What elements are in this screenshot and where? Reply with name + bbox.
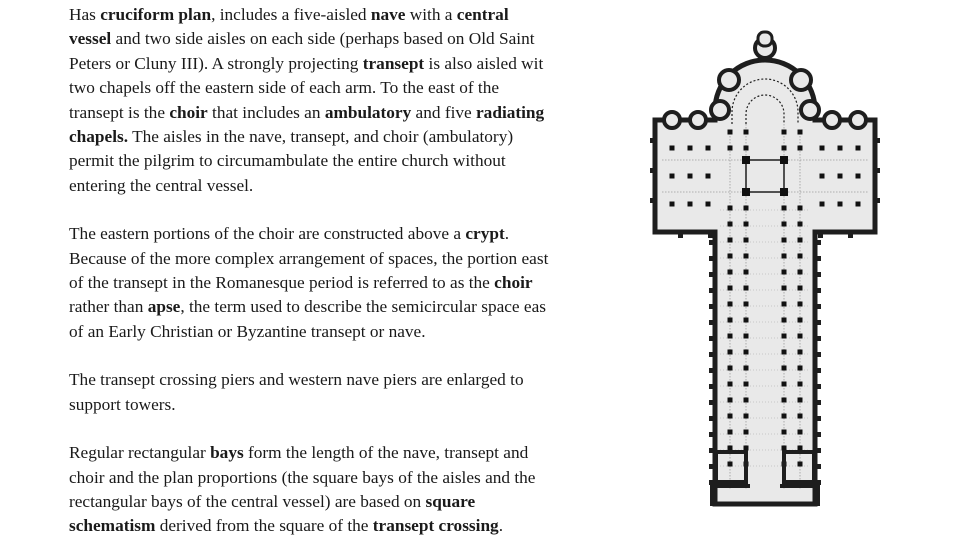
buttress <box>815 304 821 309</box>
transept-chapel <box>690 112 706 128</box>
text-run: and five <box>411 102 477 122</box>
bold-term: central <box>456 5 509 24</box>
text-run: Because of the more complex arrangement of spaces, the portion east <box>69 248 549 268</box>
buttress <box>709 400 715 405</box>
text-run: The aisles in the nave, transept, and choir (ambulatory) <box>128 127 514 147</box>
buttress <box>650 168 655 173</box>
pier <box>728 238 733 243</box>
bold-term: vessel <box>69 29 112 49</box>
bold-term: radiating <box>476 102 545 122</box>
bold-term: transept crossing <box>372 516 499 536</box>
buttress <box>815 240 821 245</box>
pier <box>728 146 733 151</box>
bold-term: cruciform plan <box>100 5 212 24</box>
text-run: entering the central vessel. <box>69 175 254 195</box>
text-run: Has <box>69 5 101 24</box>
pier <box>798 334 803 339</box>
buttress <box>709 304 715 309</box>
text-run: with a <box>405 5 457 24</box>
pier <box>688 174 693 179</box>
pier <box>728 462 733 467</box>
text-line <box>69 76 614 100</box>
crossing-pier <box>742 188 750 196</box>
buttress <box>815 384 821 389</box>
pier <box>798 286 803 291</box>
paragraph-1 <box>69 3 614 198</box>
paragraph-gap <box>69 198 614 222</box>
pier <box>744 254 749 259</box>
pier <box>670 202 675 207</box>
buttress <box>815 416 821 421</box>
text-line <box>69 101 614 125</box>
text-line <box>69 490 614 514</box>
pier <box>744 130 749 135</box>
bold-term: bays <box>210 443 244 463</box>
pier <box>744 286 749 291</box>
text-line <box>69 441 614 465</box>
text-run: support towers. <box>69 394 176 414</box>
buttress <box>815 272 821 277</box>
buttress <box>875 138 880 143</box>
text-line <box>69 52 614 76</box>
text-run: , includes a five-aisled <box>211 5 371 24</box>
pier <box>798 462 803 467</box>
pier <box>706 174 711 179</box>
radiating-chapel <box>711 101 729 119</box>
bold-term: choir <box>169 102 208 122</box>
pier <box>798 414 803 419</box>
pier <box>798 366 803 371</box>
pier <box>670 146 675 151</box>
text-run: . <box>498 516 504 536</box>
text-run: rather than <box>69 297 148 317</box>
buttress <box>709 352 715 357</box>
pier <box>744 350 749 355</box>
pier <box>744 318 749 323</box>
pier <box>728 414 733 419</box>
pier <box>744 222 749 227</box>
buttress <box>709 416 715 421</box>
pier <box>782 130 787 135</box>
pier <box>744 430 749 435</box>
text-run: of an Early Christian or Byzantine transept or nave. <box>69 321 426 341</box>
crossing-pier <box>742 156 750 164</box>
pier <box>782 398 787 403</box>
pier <box>838 174 843 179</box>
text-line <box>69 368 614 392</box>
radiating-chapel <box>719 70 739 90</box>
pier <box>728 366 733 371</box>
pier <box>798 430 803 435</box>
pier <box>798 398 803 403</box>
buttress <box>818 232 823 238</box>
pier <box>798 382 803 387</box>
pier <box>744 206 749 211</box>
pier <box>782 286 787 291</box>
text-run: rectangular bays of the central vessel) are based on <box>69 491 426 511</box>
text-line <box>69 466 614 490</box>
bold-term: schematism <box>69 516 156 536</box>
buttress <box>709 240 715 245</box>
pier <box>798 302 803 307</box>
pier <box>744 446 749 451</box>
text-line <box>69 393 614 417</box>
pier <box>744 382 749 387</box>
pier <box>798 206 803 211</box>
buttress <box>815 352 821 357</box>
pier <box>782 302 787 307</box>
pier <box>820 174 825 179</box>
floor-plan-image <box>650 20 880 535</box>
paragraph-gap <box>69 344 614 368</box>
text-run: permit the pilgrim to circumambulate the entire church without <box>69 151 506 171</box>
pier <box>688 146 693 151</box>
transept-chapel <box>824 112 840 128</box>
pier <box>728 398 733 403</box>
crossing-pier <box>780 156 788 164</box>
buttress <box>650 198 655 203</box>
buttress <box>875 168 880 173</box>
text-run: . <box>504 224 510 244</box>
bold-term: apse <box>147 297 181 317</box>
paragraph-gap <box>69 417 614 441</box>
pier <box>728 382 733 387</box>
buttress <box>650 138 655 143</box>
pier <box>798 270 803 275</box>
church-floor-plan <box>650 20 880 535</box>
pier <box>744 238 749 243</box>
buttress <box>709 368 715 373</box>
pier <box>728 270 733 275</box>
pier <box>798 350 803 355</box>
transept-chapel <box>664 112 680 128</box>
pier <box>782 206 787 211</box>
pier <box>744 334 749 339</box>
pier <box>798 146 803 151</box>
text-line <box>69 3 614 27</box>
radiating-chapel <box>801 101 819 119</box>
buttress <box>709 432 715 437</box>
pier <box>744 366 749 371</box>
pier <box>782 270 787 275</box>
pier <box>728 334 733 339</box>
buttress <box>875 198 880 203</box>
pier <box>838 146 843 151</box>
pier <box>856 146 861 151</box>
text-line <box>69 27 614 51</box>
bold-term: transept <box>362 53 425 73</box>
bold-term: chapels. <box>69 127 129 147</box>
pier <box>744 146 749 151</box>
pier <box>670 174 675 179</box>
text-run: two chapels off the eastern side of each arm. To the east of the <box>69 78 500 98</box>
text-line <box>69 247 614 271</box>
buttress <box>678 232 683 238</box>
text-run: transept is the <box>69 102 170 122</box>
pier <box>728 350 733 355</box>
plan-outline <box>655 60 875 504</box>
text-line <box>69 514 614 538</box>
pier <box>688 202 693 207</box>
text-line <box>69 174 614 198</box>
buttress <box>708 232 713 238</box>
pier <box>744 414 749 419</box>
pier <box>728 254 733 259</box>
text-run: Peters or Cluny III). A strongly projecting <box>69 53 363 73</box>
pier <box>856 202 861 207</box>
buttress <box>709 256 715 261</box>
pier <box>728 430 733 435</box>
buttress <box>709 272 715 277</box>
buttress <box>815 288 821 293</box>
pier <box>744 270 749 275</box>
pier <box>798 130 803 135</box>
buttress <box>815 432 821 437</box>
pier <box>706 202 711 207</box>
bold-term: crypt <box>465 224 505 244</box>
pier <box>838 202 843 207</box>
pier <box>744 398 749 403</box>
axial-chapel <box>758 32 772 46</box>
pier <box>728 222 733 227</box>
text-line <box>69 271 614 295</box>
text-run: that includes an <box>207 102 325 122</box>
text-line <box>69 222 614 246</box>
buttress <box>848 232 853 238</box>
pier <box>782 318 787 323</box>
bold-term: nave <box>370 5 406 24</box>
text-run: The transept crossing piers and western nave piers are enlarged to <box>69 370 524 390</box>
pier <box>782 254 787 259</box>
buttress <box>709 336 715 341</box>
text-run: of the transept in the Romanesque period is referred to as the <box>69 273 495 293</box>
bold-term: choir <box>494 273 533 293</box>
text-run: choir and the plan proportions (the square bays of the aisles and the <box>69 467 536 487</box>
pier <box>728 446 733 451</box>
buttress <box>815 368 821 373</box>
text-line <box>69 125 614 149</box>
pier <box>798 254 803 259</box>
buttress <box>709 384 715 389</box>
pier <box>782 366 787 371</box>
text-run: Regular rectangular <box>69 443 211 463</box>
text-run: derived from the square of the <box>155 516 373 536</box>
pier <box>744 302 749 307</box>
pier <box>782 238 787 243</box>
pier <box>782 414 787 419</box>
bold-term: square <box>425 491 476 511</box>
pier <box>782 430 787 435</box>
pier <box>798 446 803 451</box>
text-run: , the term used to describe the semicircular space eas <box>180 297 546 317</box>
buttress <box>815 336 821 341</box>
pier <box>782 334 787 339</box>
text-column <box>69 3 614 540</box>
bold-term: ambulatory <box>324 102 412 122</box>
crossing-pier <box>780 188 788 196</box>
text-run: and two side aisles on each side (perhaps based on Old Saint <box>111 29 535 49</box>
buttress <box>815 320 821 325</box>
paragraph-2 <box>69 222 614 344</box>
pier <box>782 446 787 451</box>
text-run: The eastern portions of the choir are constructed above a <box>69 224 466 244</box>
pier <box>706 146 711 151</box>
text-run: is also aisled wit <box>424 53 544 73</box>
text-line <box>69 295 614 319</box>
pier <box>798 318 803 323</box>
pier <box>782 350 787 355</box>
text-line <box>69 149 614 173</box>
pier <box>728 130 733 135</box>
pier <box>820 202 825 207</box>
pier <box>798 238 803 243</box>
pier <box>728 318 733 323</box>
pier <box>856 174 861 179</box>
transept-chapel <box>850 112 866 128</box>
pier <box>782 222 787 227</box>
buttress <box>815 256 821 261</box>
pier <box>782 146 787 151</box>
text-run: form the length of the nave, transept and <box>243 443 529 463</box>
pier <box>728 302 733 307</box>
buttress <box>709 320 715 325</box>
pier <box>798 222 803 227</box>
text-line <box>69 320 614 344</box>
pier <box>728 206 733 211</box>
pier <box>820 146 825 151</box>
paragraph-3 <box>69 368 614 417</box>
radiating-chapel <box>791 70 811 90</box>
pier <box>728 286 733 291</box>
buttress <box>815 400 821 405</box>
buttress <box>709 288 715 293</box>
pier <box>782 382 787 387</box>
paragraph-4 <box>69 441 614 539</box>
